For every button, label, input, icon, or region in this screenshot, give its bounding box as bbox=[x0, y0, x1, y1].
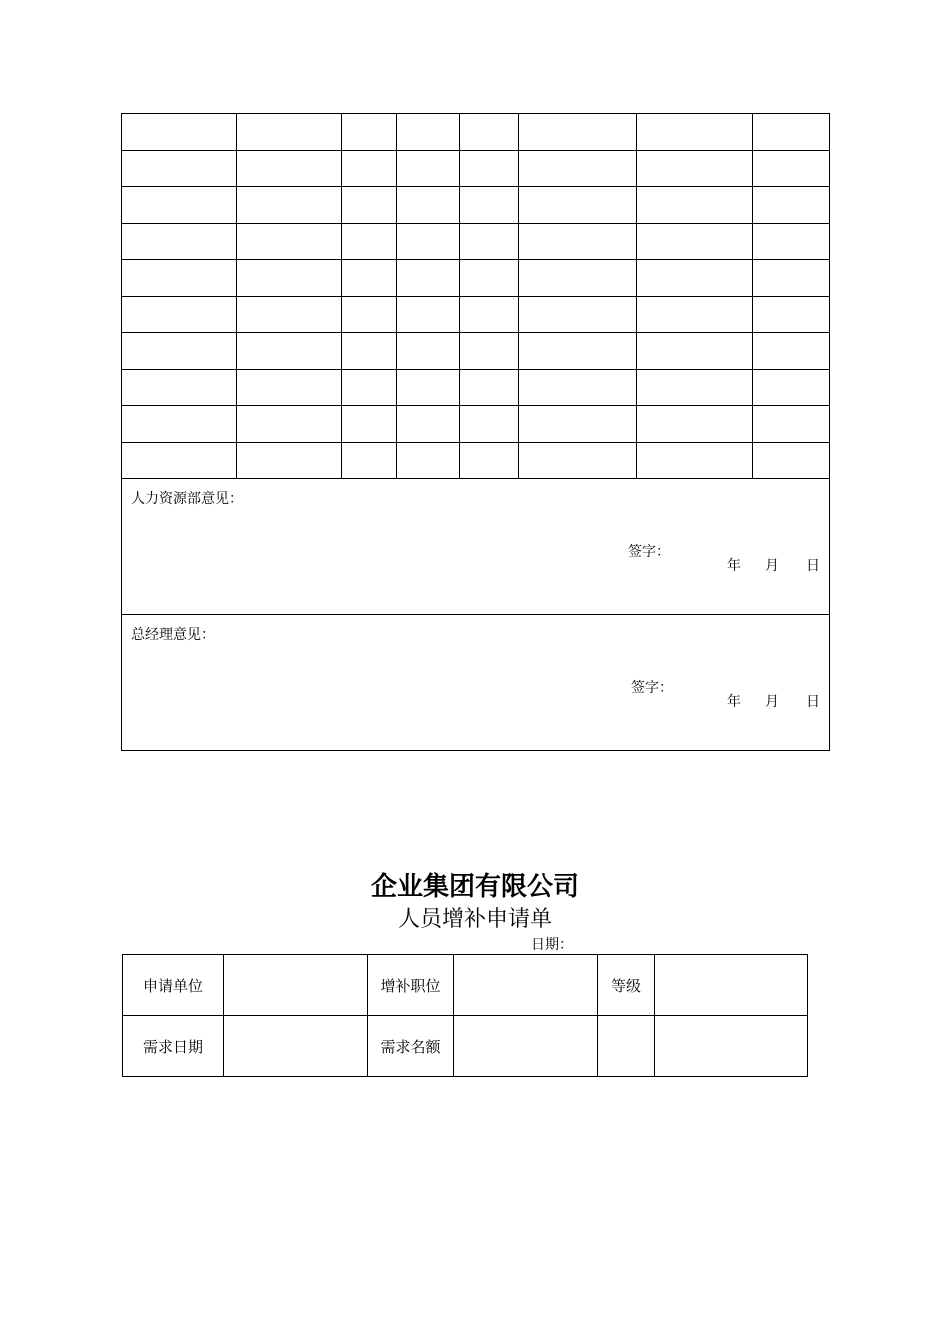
position-field[interactable] bbox=[454, 955, 598, 1016]
table-cell[interactable] bbox=[122, 442, 237, 479]
hr-opinion-row bbox=[122, 479, 830, 615]
table-cell[interactable] bbox=[519, 296, 637, 333]
table-cell[interactable] bbox=[342, 260, 397, 297]
table-cell[interactable] bbox=[342, 223, 397, 260]
table-cell[interactable] bbox=[519, 260, 637, 297]
table-cell[interactable] bbox=[460, 150, 519, 187]
table-row bbox=[123, 1016, 808, 1077]
hr-opinion-label: 人力资源部意见： bbox=[131, 491, 243, 507]
table-cell[interactable] bbox=[237, 223, 342, 260]
table-cell[interactable] bbox=[460, 296, 519, 333]
table-cell[interactable] bbox=[753, 150, 830, 187]
table-cell[interactable] bbox=[637, 114, 753, 151]
gm-signature-label: 签字： bbox=[631, 680, 673, 696]
table-cell[interactable] bbox=[122, 150, 237, 187]
table-cell[interactable] bbox=[460, 223, 519, 260]
table-cell[interactable] bbox=[122, 187, 237, 224]
headcount-field[interactable] bbox=[454, 1016, 598, 1077]
table-cell[interactable] bbox=[397, 442, 460, 479]
table-cell[interactable] bbox=[122, 260, 237, 297]
table-cell[interactable] bbox=[342, 333, 397, 370]
table-row bbox=[122, 150, 830, 187]
table-cell[interactable] bbox=[397, 369, 460, 406]
request-form-table bbox=[122, 954, 808, 1077]
table-cell[interactable] bbox=[122, 223, 237, 260]
table-cell[interactable] bbox=[519, 150, 637, 187]
table-cell[interactable] bbox=[237, 296, 342, 333]
table-cell[interactable] bbox=[122, 114, 237, 151]
table-cell[interactable] bbox=[460, 333, 519, 370]
hr-signature-label: 签字： bbox=[628, 544, 670, 560]
required-date-label: 需求日期 bbox=[123, 1016, 224, 1077]
table-cell[interactable] bbox=[397, 114, 460, 151]
table-cell[interactable] bbox=[637, 333, 753, 370]
table-row bbox=[122, 406, 830, 443]
table-cell[interactable] bbox=[397, 260, 460, 297]
hr-date-day: 日 bbox=[806, 558, 820, 574]
gm-opinion-row bbox=[122, 615, 830, 751]
form-title: 人员增补申请单 bbox=[397, 907, 552, 932]
table-cell[interactable] bbox=[122, 369, 237, 406]
table-cell[interactable] bbox=[519, 223, 637, 260]
table-cell[interactable] bbox=[237, 333, 342, 370]
gm-opinion-cell[interactable] bbox=[122, 615, 830, 751]
table-cell[interactable] bbox=[342, 369, 397, 406]
table-cell[interactable] bbox=[397, 150, 460, 187]
applicant-unit-field[interactable] bbox=[224, 955, 368, 1016]
table-cell[interactable] bbox=[342, 150, 397, 187]
table-cell[interactable] bbox=[637, 406, 753, 443]
table-row bbox=[122, 369, 830, 406]
table-cell[interactable] bbox=[519, 187, 637, 224]
table-cell[interactable] bbox=[519, 369, 637, 406]
table-cell[interactable] bbox=[237, 260, 342, 297]
table-cell[interactable] bbox=[397, 187, 460, 224]
table-cell[interactable] bbox=[237, 150, 342, 187]
table-cell[interactable] bbox=[122, 333, 237, 370]
table-cell[interactable] bbox=[753, 442, 830, 479]
table-row bbox=[122, 333, 830, 370]
table-cell[interactable] bbox=[460, 406, 519, 443]
table-cell[interactable] bbox=[397, 223, 460, 260]
gm-date-year: 年 bbox=[727, 694, 741, 710]
position-label: 增补职位 bbox=[368, 955, 454, 1016]
table-row bbox=[122, 114, 830, 151]
table-cell[interactable] bbox=[237, 114, 342, 151]
date-label: 日期： bbox=[531, 937, 573, 953]
gm-opinion-label: 总经理意见： bbox=[131, 627, 215, 643]
table-cell[interactable] bbox=[460, 260, 519, 297]
table-cell[interactable] bbox=[237, 406, 342, 443]
table-cell[interactable] bbox=[753, 333, 830, 370]
gm-date-day: 日 bbox=[806, 694, 820, 710]
personnel-list-table bbox=[121, 113, 830, 751]
table-cell[interactable] bbox=[460, 114, 519, 151]
extra-field-2[interactable] bbox=[655, 1016, 808, 1077]
table-row bbox=[122, 223, 830, 260]
headcount-label: 需求名额 bbox=[368, 1016, 454, 1077]
table-cell[interactable] bbox=[519, 114, 637, 151]
hr-date-month: 月 bbox=[765, 558, 779, 574]
table-cell[interactable] bbox=[637, 442, 753, 479]
table-row bbox=[122, 187, 830, 224]
table-cell[interactable] bbox=[397, 296, 460, 333]
gm-date-month: 月 bbox=[765, 694, 779, 710]
table-cell[interactable] bbox=[637, 187, 753, 224]
table-cell[interactable] bbox=[397, 333, 460, 370]
table-row bbox=[123, 955, 808, 1016]
table-cell[interactable] bbox=[122, 296, 237, 333]
table-cell[interactable] bbox=[237, 187, 342, 224]
table-cell[interactable] bbox=[460, 369, 519, 406]
table-cell[interactable] bbox=[753, 260, 830, 297]
table-cell[interactable] bbox=[342, 114, 397, 151]
table-cell[interactable] bbox=[753, 223, 830, 260]
table-cell[interactable] bbox=[122, 406, 237, 443]
table-cell[interactable] bbox=[753, 406, 830, 443]
table-cell[interactable] bbox=[519, 442, 637, 479]
hr-date-year: 年 bbox=[727, 558, 741, 574]
table-cell[interactable] bbox=[753, 296, 830, 333]
table-cell[interactable] bbox=[753, 369, 830, 406]
table-cell[interactable] bbox=[519, 406, 637, 443]
grade-field[interactable] bbox=[655, 955, 808, 1016]
table-cell[interactable] bbox=[637, 369, 753, 406]
table-cell[interactable] bbox=[637, 223, 753, 260]
table-row bbox=[122, 260, 830, 297]
table-cell[interactable] bbox=[342, 406, 397, 443]
table-cell[interactable] bbox=[342, 442, 397, 479]
company-name: 企业集团有限公司 bbox=[370, 872, 579, 902]
table-cell[interactable] bbox=[237, 442, 342, 479]
hr-opinion-cell[interactable] bbox=[122, 479, 830, 615]
table-cell[interactable] bbox=[460, 187, 519, 224]
extra-field-1[interactable] bbox=[598, 1016, 655, 1077]
grade-label: 等级 bbox=[598, 955, 655, 1016]
table-cell[interactable] bbox=[519, 333, 637, 370]
table-cell[interactable] bbox=[637, 260, 753, 297]
table-cell[interactable] bbox=[637, 296, 753, 333]
table-cell[interactable] bbox=[460, 442, 519, 479]
table-cell[interactable] bbox=[342, 187, 397, 224]
table-cell[interactable] bbox=[397, 406, 460, 443]
personnel-list-body bbox=[122, 114, 830, 751]
table-row bbox=[122, 442, 830, 479]
table-cell[interactable] bbox=[753, 187, 830, 224]
applicant-unit-label: 申请单位 bbox=[123, 955, 224, 1016]
required-date-field[interactable] bbox=[224, 1016, 368, 1077]
table-row bbox=[122, 296, 830, 333]
table-cell[interactable] bbox=[637, 150, 753, 187]
table-cell[interactable] bbox=[342, 296, 397, 333]
table-cell[interactable] bbox=[753, 114, 830, 151]
table-cell[interactable] bbox=[237, 369, 342, 406]
